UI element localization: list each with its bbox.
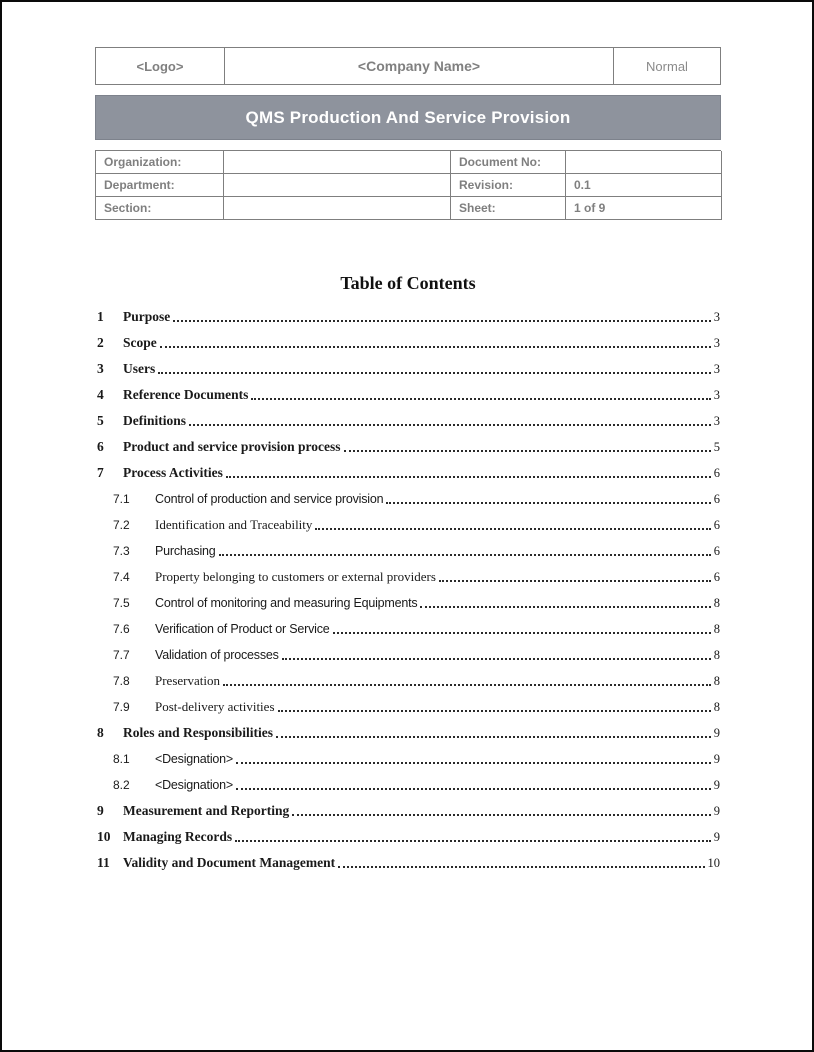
company-name-label: <Company Name> — [357, 58, 481, 74]
toc-entry-label: Definitions — [123, 413, 187, 428]
document-header-table — [95, 47, 721, 85]
toc-leader-dots — [235, 840, 711, 842]
toc-entry[interactable] — [95, 434, 721, 460]
toc-entry[interactable] — [95, 798, 721, 824]
toc-leader-dots — [251, 398, 710, 400]
toc-entry-label: <Designation> — [155, 752, 234, 766]
toc-entry-page: 8 — [713, 648, 720, 662]
toc-entry-label: Validity and Document Management — [123, 855, 336, 870]
toc-leader-dots — [420, 606, 710, 608]
revision-label: Revision: — [451, 174, 566, 197]
toc-entry[interactable] — [95, 304, 721, 330]
logo-label: <Logo> — [136, 58, 184, 74]
document-title-banner — [95, 95, 721, 140]
toc-entry-number: 2 — [97, 335, 104, 350]
toc-entry-number: 5 — [97, 413, 104, 428]
department-value — [224, 174, 451, 197]
toc-entry[interactable] — [95, 356, 721, 382]
document-no-value — [566, 151, 722, 174]
toc-entry[interactable] — [95, 772, 721, 798]
toc-entry[interactable] — [95, 746, 721, 772]
toc-entry-number: 10 — [97, 829, 111, 844]
toc-entry-number: 7.2 — [113, 518, 130, 532]
toc-leader-dots — [439, 580, 711, 582]
toc-entry-page: 9 — [713, 830, 720, 844]
toc-entry[interactable] — [95, 538, 721, 564]
toc-entry-page: 6 — [713, 518, 720, 532]
toc-leader-dots — [292, 814, 711, 816]
toc-entry-page: 6 — [713, 544, 720, 558]
toc-entry-number: 1 — [97, 309, 104, 324]
toc-entry-page: 3 — [713, 414, 720, 428]
toc-entry[interactable] — [95, 668, 721, 694]
toc-entry-label: Scope — [123, 335, 157, 350]
toc-entry-label: Validation of processes — [155, 648, 279, 662]
toc-leader-dots — [386, 502, 710, 504]
toc-leader-dots — [344, 450, 711, 452]
toc-entry-page: 8 — [713, 622, 720, 636]
classification-label: Normal — [646, 58, 688, 74]
toc-entry-label: Process Activities — [123, 465, 223, 480]
toc-leader-dots — [278, 710, 711, 712]
toc-entry-label: Verification of Product or Service — [155, 622, 330, 636]
toc-entry-page: 3 — [713, 336, 720, 350]
toc-entry-label: <Designation> — [155, 778, 234, 792]
toc-leader-dots — [223, 684, 711, 686]
department-label: Department: — [96, 174, 224, 197]
toc-entry-label: Purpose — [123, 309, 171, 324]
toc-entry-page: 3 — [713, 388, 720, 402]
toc-entry-number: 8 — [97, 725, 104, 740]
sheet-value: 1 of 9 — [566, 197, 722, 220]
toc-entry-number: 7.1 — [113, 492, 130, 506]
classification-cell — [613, 48, 720, 84]
toc-entry-label: Preservation — [155, 673, 220, 688]
toc-leader-dots — [158, 372, 711, 374]
toc-leader-dots — [333, 632, 711, 634]
toc-leader-dots — [276, 736, 711, 738]
toc-entry-page: 10 — [707, 856, 720, 870]
toc-entry[interactable] — [95, 408, 721, 434]
toc-entry-number: 8.1 — [113, 752, 130, 766]
toc-entry-page: 8 — [713, 674, 720, 688]
toc-entry-number: 7.7 — [113, 648, 130, 662]
toc-entry-label: Roles and Responsibilities — [123, 725, 274, 740]
toc-entry[interactable] — [95, 850, 721, 876]
toc-leader-dots — [173, 320, 711, 322]
toc-entry-number: 7.5 — [113, 596, 130, 610]
toc-entry-label: Users — [123, 361, 156, 376]
toc-entry-label: Control of production and service provision — [155, 492, 384, 506]
company-name-cell — [225, 48, 613, 84]
toc-entry[interactable] — [95, 720, 721, 746]
toc-entry-label: Managing Records — [123, 829, 233, 844]
toc-entry[interactable] — [95, 824, 721, 850]
toc-entry-page: 8 — [713, 596, 720, 610]
toc-entry-number: 7.9 — [113, 700, 130, 714]
toc-entry-number: 7.4 — [113, 570, 130, 584]
toc-leader-dots — [160, 346, 711, 348]
toc-entry-label: Property belonging to customers or external providers — [155, 569, 436, 584]
toc-leader-dots — [219, 554, 711, 556]
toc-entry-number: 11 — [97, 855, 110, 870]
toc-entry-page: 3 — [713, 362, 720, 376]
toc-entry-label: Control of monitoring and measuring Equipments — [155, 596, 418, 610]
toc-leader-dots — [282, 658, 711, 660]
toc-entry-page: 8 — [713, 700, 720, 714]
toc-list — [95, 304, 721, 876]
toc-entry-page: 9 — [713, 726, 720, 740]
sheet-label: Sheet: — [451, 197, 566, 220]
toc-leader-dots — [315, 528, 710, 530]
toc-leader-dots — [236, 788, 711, 790]
toc-entry[interactable] — [95, 460, 721, 486]
toc-entry[interactable] — [95, 330, 721, 356]
document-info-table — [95, 150, 721, 220]
organization-label: Organization: — [96, 151, 224, 174]
toc-entry-label: Post-delivery activities — [155, 699, 275, 714]
toc-leader-dots — [189, 424, 711, 426]
document-no-label: Document No: — [451, 151, 566, 174]
toc-title: Table of Contents — [340, 273, 476, 293]
toc-entry-label: Measurement and Reporting — [123, 803, 290, 818]
toc-leader-dots — [226, 476, 711, 478]
toc-entry-page: 9 — [713, 804, 720, 818]
section-value — [224, 197, 451, 220]
toc-entry[interactable] — [95, 590, 721, 616]
toc-entry-number: 6 — [97, 439, 104, 454]
toc-entry-number: 4 — [97, 387, 104, 402]
toc-entry-number: 3 — [97, 361, 104, 376]
toc-entry[interactable] — [95, 382, 721, 408]
toc-entry-page: 3 — [713, 310, 720, 324]
toc-entry[interactable] — [95, 512, 721, 538]
toc-entry-number: 8.2 — [113, 778, 130, 792]
toc-entry-label: Purchasing — [155, 544, 216, 558]
toc-entry-number: 7.8 — [113, 674, 130, 688]
toc-entry-label: Product and service provision process — [123, 439, 341, 454]
toc-entry-page: 9 — [713, 752, 720, 766]
toc-entry-label: Identification and Traceability — [155, 517, 313, 532]
toc-entry-page: 6 — [713, 570, 720, 584]
table-of-contents — [95, 270, 721, 876]
document-title: QMS Production And Service Provision — [245, 107, 571, 127]
toc-entry[interactable] — [95, 642, 721, 668]
toc-entry[interactable] — [95, 486, 721, 512]
toc-entry[interactable] — [95, 564, 721, 590]
toc-entry-page: 6 — [713, 466, 720, 480]
toc-entry-number: 7.6 — [113, 622, 130, 636]
toc-entry-number: 9 — [97, 803, 104, 818]
toc-entry-page: 5 — [713, 440, 720, 454]
toc-entry[interactable] — [95, 694, 721, 720]
organization-value — [224, 151, 451, 174]
toc-entry-number: 7.3 — [113, 544, 130, 558]
toc-entry-page: 6 — [713, 492, 720, 506]
toc-entry[interactable] — [95, 616, 721, 642]
section-label: Section: — [96, 197, 224, 220]
logo-placeholder — [96, 48, 225, 84]
toc-leader-dots — [236, 762, 711, 764]
toc-entry-number: 7 — [97, 465, 104, 480]
toc-leader-dots — [338, 866, 704, 868]
revision-value: 0.1 — [566, 174, 722, 197]
toc-entry-page: 9 — [713, 778, 720, 792]
toc-entry-label: Reference Documents — [123, 387, 249, 402]
